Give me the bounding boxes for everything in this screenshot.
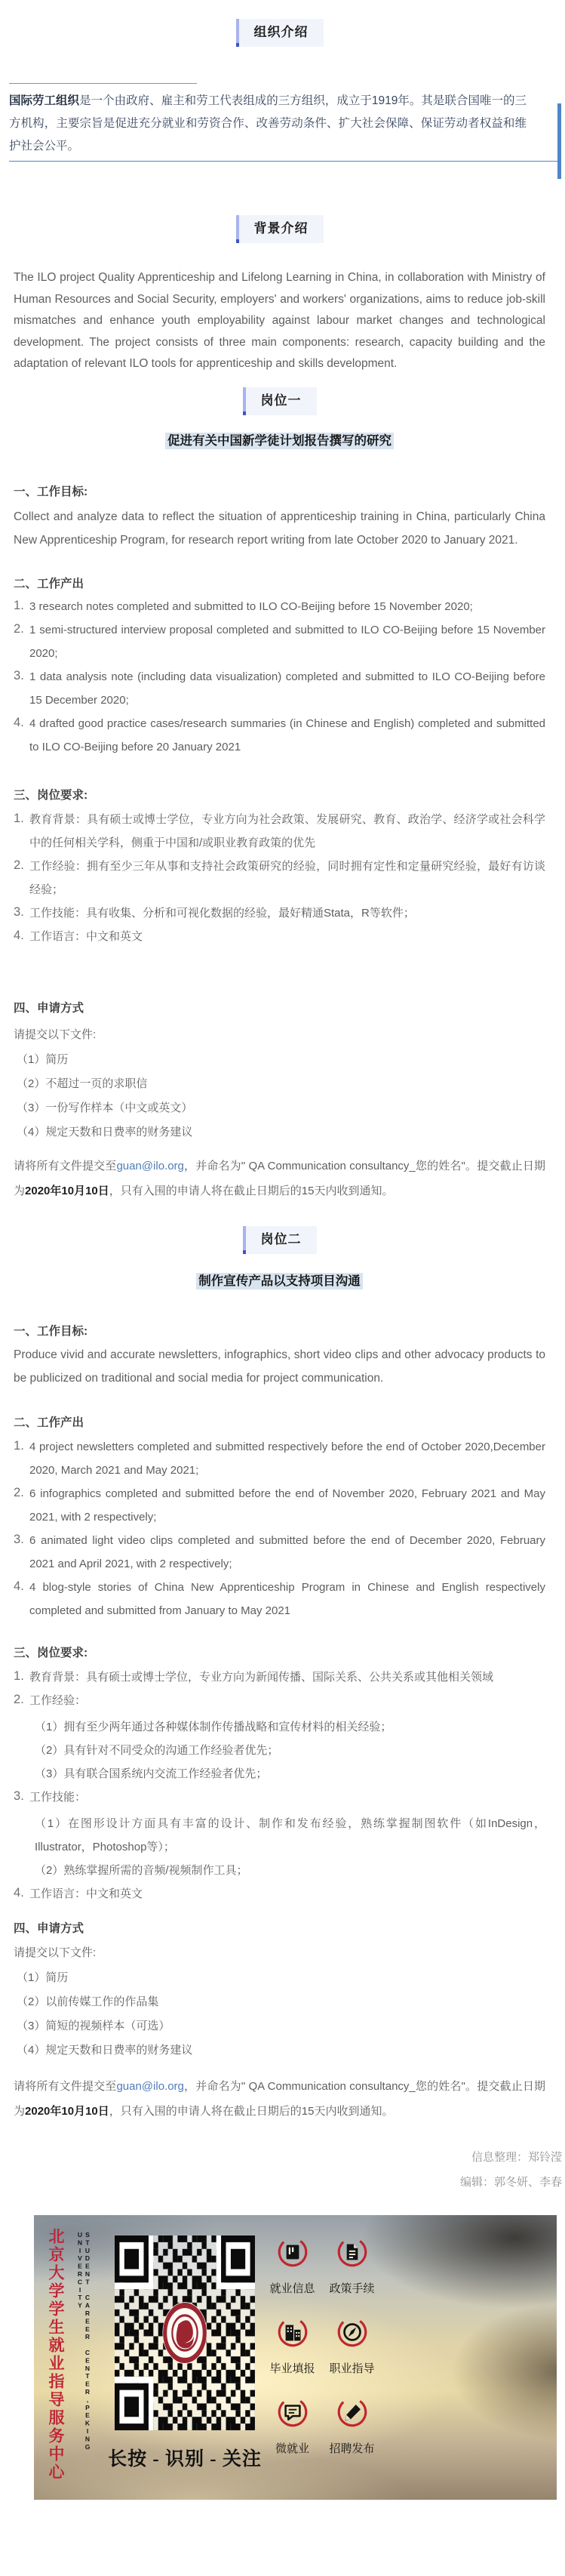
position2-output-heading: 二、工作产出 <box>14 1416 84 1429</box>
position1-req-heading: 三、岗位要求: <box>14 788 88 802</box>
section-badge-org-label: 组织介绍 <box>253 25 309 39</box>
building-icon <box>275 2316 310 2351</box>
position2-req-heading: 三、岗位要求: <box>14 1646 88 1659</box>
banner-vertical-title-en: STUDENT CAREER CENTER,PEKING UNIVERCITY <box>76 2230 91 2451</box>
section-badge-background <box>236 215 324 243</box>
email-link[interactable]: guan@ilo.org <box>116 2079 184 2093</box>
org-intro-text <box>9 90 527 158</box>
position1-goal-heading: 一、工作目标: <box>14 485 88 498</box>
position2-apply-intro: 请提交以下文件: <box>14 1946 97 1959</box>
banner-item-label: 政策手续 <box>329 2282 375 2295</box>
position1-output-heading: 二、工作产出 <box>14 577 84 590</box>
requirement-item <box>29 1689 545 1786</box>
requirement-label: 工作经验： <box>29 1693 87 1707</box>
requirement-item <box>29 1786 545 1882</box>
org-intro-box <box>9 83 561 162</box>
position1-apply-intro: 请提交以下文件: <box>14 1028 97 1041</box>
apply-document-item: （1）简历 <box>17 1052 69 1066</box>
banner-item-label: 微就业 <box>275 2442 309 2455</box>
position2-goal-heading: 一、工作目标: <box>14 1324 88 1338</box>
deadline-date: 2020年10月10日 <box>25 1184 109 1197</box>
sub-requirement: （1）在图形设计方面具有丰富的设计、制作和发布经验，熟练掌握制图软件（如InDesign，Illustrator，Photoshop等）； <box>35 1816 545 1853</box>
chat-icon <box>275 2396 310 2431</box>
section-badge-org-row <box>14 19 545 47</box>
requirement-label: 工作技能： <box>29 1790 87 1804</box>
banner-item-jobs <box>263 2236 322 2316</box>
article-content <box>0 19 565 2195</box>
position1-title-row <box>14 432 545 451</box>
position2-submit-paragraph <box>14 2074 545 2124</box>
output-item: 1 data analysis note (including data visualization) completed and submitted to ILO CO-Beijing before 15 December 2020; <box>29 670 545 707</box>
apply-document-item: （4）规定天数和日费率的财务建议 <box>17 1125 193 1139</box>
org-intro-rest: 是一个由政府、雇主和劳工代表组成的三方组织，成立于1919年。其是联合国唯一的三方机构，主要宗旨是促进充分就业和劳资合作、改善劳动条件、扩大社会保障、保证劳动者权益和维护社会公平。 <box>9 94 527 153</box>
publish-pencil-icon <box>335 2396 370 2431</box>
credit-compiler: 信息整理：郑铃滢 <box>471 2150 562 2164</box>
banner-item-guidance <box>322 2316 382 2396</box>
banner-item-policy <box>322 2236 382 2316</box>
submit-text: ，只有入围的申请人将在截止日期后的15天内收到通知。 <box>109 2104 394 2118</box>
apply-document-item: （4）规定天数和日费率的财务建议 <box>17 2043 193 2057</box>
sub-requirement: （2）具有针对不同受众的沟通工作经验者优先； <box>35 1743 279 1757</box>
section-badge-position2-row <box>14 1226 545 1254</box>
submit-text: ，并命名为" QA Communication consultancy_您的姓名"。提交截止日期为 <box>14 1159 545 1197</box>
section-badge-position2 <box>243 1226 317 1254</box>
apply-document-item: （1）简历 <box>17 1971 69 1984</box>
book-icon <box>275 2236 310 2271</box>
submit-text: ，只有入围的申请人将在截止日期后的15天内收到通知。 <box>109 1184 394 1197</box>
banner-item-recruit-publish <box>322 2396 382 2476</box>
banner-item-wechat-jobs <box>263 2396 322 2476</box>
submit-text: 请将所有文件提交至 <box>14 1159 117 1172</box>
output-item: 6 animated light video clips completed and submitted before the end of December 2020, February 2021 and April 2021, with 2 respectively; <box>29 1533 545 1570</box>
sub-requirement: （3）具有联合国系统内交流工作经验者优先； <box>35 1767 268 1780</box>
output-item: 4 blog-style stories of China New Apprenticeship Program in Chinese and English respectively completed and submitted from January to May 2021 <box>29 1580 545 1617</box>
section-badge-position1-row <box>14 387 545 415</box>
output-item: 4 project newsletters completed and submitted respectively before the end of October 2020,December 2020, March 2021 and May 2021; <box>29 1440 545 1477</box>
position1-req-list <box>14 808 545 948</box>
submit-text: 请将所有文件提交至 <box>14 2079 117 2093</box>
qr-code[interactable] <box>115 2236 255 2430</box>
email-link[interactable]: guan@ilo.org <box>116 1159 184 1172</box>
sub-requirement: （1）拥有至少两年通过各种媒体制作传播战略和宣传材料的相关经验； <box>35 1720 392 1733</box>
intro-box-scrollbar[interactable] <box>557 103 561 179</box>
compass-icon <box>335 2316 370 2351</box>
position2-req-list <box>14 1665 545 1906</box>
banner-item-label: 职业指导 <box>329 2362 375 2375</box>
output-item: 6 infographics completed and submitted before the end of November 2020, February 2021 and May 2021, with 2 respectively; <box>29 1487 545 1524</box>
apply-document-item: （2）不超过一页的求职信 <box>17 1077 148 1090</box>
sub-requirement: （2）熟练掌握所需的音频/视频制作工具； <box>35 1863 248 1877</box>
banner-item-label: 招聘发布 <box>329 2442 375 2455</box>
document-icon <box>335 2236 370 2271</box>
section-badge-position1 <box>243 387 317 415</box>
apply-document-item: （2）以前传媒工作的作品集 <box>17 1995 159 2008</box>
banner-item-graduation <box>263 2316 322 2396</box>
banner-item-label: 毕业填报 <box>269 2362 315 2375</box>
position1-apply-heading: 四、申请方式 <box>14 1001 84 1015</box>
section-badge-org <box>236 19 324 47</box>
position1-goal-text: Collect and analyze data to reflect the situation of apprenticeship training in China, particularly China New Apprenticeship Program, for research report writing from late October 2020 to January 2021. <box>14 510 545 547</box>
requirement-item: 工作语言：中文和英文 <box>29 929 143 943</box>
requirement-item: 工作技能：具有收集、分析和可视化数据的经验，最好精通Stata，R等软件； <box>29 906 415 920</box>
deadline-date: 2020年10月10日 <box>25 2104 109 2118</box>
requirement-item: 教育背景：具有硕士或博士学位，专业方向为社会政策、发展研究、教育、政治学、经济学或社会科学中的任何相关学科，侧重于中国和/或职业教育政策的优先 <box>29 812 545 849</box>
position1-output-list <box>14 595 545 759</box>
org-name: 国际劳工组织 <box>9 94 80 107</box>
banner-service-grid <box>263 2236 382 2476</box>
section-badge-background-label: 背景介绍 <box>253 221 309 236</box>
section-badge-background-row <box>14 215 545 243</box>
requirement-item: 工作语言：中文和英文 <box>29 1887 143 1900</box>
submit-text: ，并命名为" QA Communication consultancy_您的姓名"。提交截止日期为 <box>14 2079 545 2118</box>
qr-center-logo <box>162 2302 207 2364</box>
apply-document-item: （3）一份写作样本（中文或英文） <box>17 1101 193 1114</box>
background-paragraph: The ILO project Quality Apprenticeship and Lifelong Learning in China, in collaboration with Ministry of Human Resources and Social Security, employers' and workers' organizations, aims to reduce job-skill mismatches and enhance youth employability against labour market changes and technological development. The project consists of three main components: research, capacity building and the adaptation of relevant ILO tools for apprenticeship and skills development. <box>14 271 545 370</box>
banner-vertical-title-cn: 北京大学学生就业指导服务中心 <box>47 2227 64 2482</box>
position1-submit-paragraph <box>14 1154 545 1203</box>
output-item: 1 semi-structured interview proposal completed and submitted to ILO CO-Beijing before 15 November 2020; <box>29 623 545 660</box>
credit-editor: 编辑：郭冬妍、李春 <box>459 2175 562 2189</box>
apply-document-item: （3）简短的视频样本（可选） <box>17 2019 170 2032</box>
position2-goal-text: Produce vivid and accurate newsletters, infographics, short video clips and other advocacy products to be publicized on traditional and social media for project communication. <box>14 1348 545 1385</box>
position2-title-row <box>14 1272 545 1291</box>
credits-block <box>14 2145 562 2195</box>
banner-item-label: 就业信息 <box>269 2282 315 2295</box>
output-item: 3 research notes completed and submitted to ILO CO-Beijing before 15 November 2020; <box>29 599 473 613</box>
position1-title: 促进有关中国新学徒计划报告撰写的研究 <box>165 433 394 449</box>
requirement-item: 工作经验：拥有至少三年从事和支持社会政策研究的经验，同时拥有定性和定量研究经验，最好有访谈经验； <box>29 859 545 896</box>
requirement-item: 教育背景：具有硕士或博士学位，专业方向为新闻传播、国际关系、公共关系或其他相关领域 <box>29 1670 494 1684</box>
output-item: 4 drafted good practice cases/research summaries (in Chinese and English) completed and submitted to ILO CO-Beijing before 20 January 2021 <box>29 716 545 753</box>
career-center-banner <box>34 2215 557 2500</box>
position2-title: 制作宣传产品以支持项目沟通 <box>196 1273 363 1290</box>
banner-tagline: 长按 - 识别 - 关注 <box>108 2448 262 2470</box>
position2-output-list <box>14 1435 545 1622</box>
section-badge-position1-label: 岗位一 <box>260 393 302 408</box>
position2-apply-heading: 四、申请方式 <box>14 1921 84 1935</box>
section-badge-position2-label: 岗位二 <box>260 1231 302 1246</box>
